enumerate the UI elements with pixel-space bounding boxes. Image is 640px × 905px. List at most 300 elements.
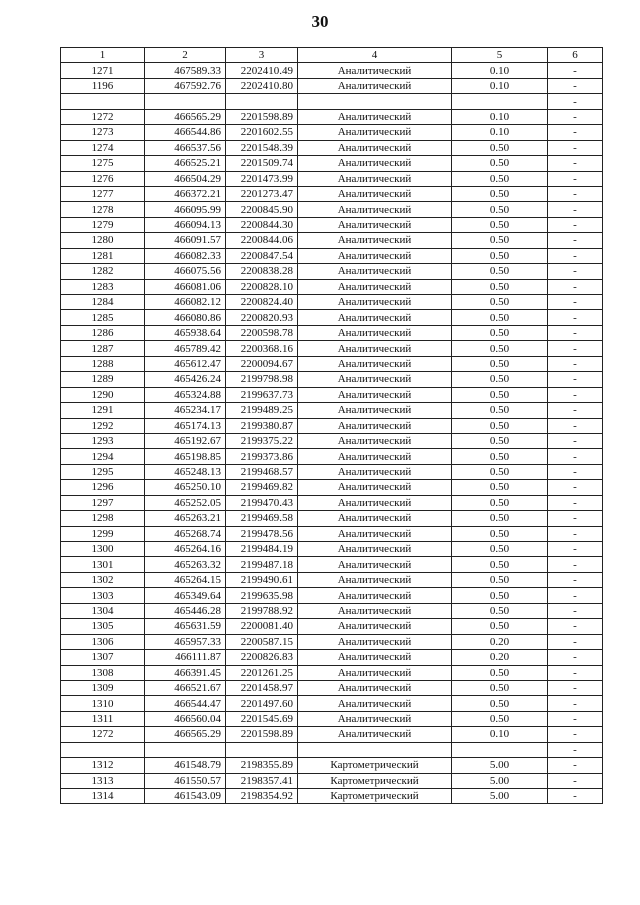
point-number-cell: 1293	[61, 433, 145, 448]
x-coordinate-cell: 466544.47	[145, 696, 226, 711]
accuracy-cell: 0.50	[452, 449, 548, 464]
accuracy-cell: 0.50	[452, 511, 548, 526]
accuracy-cell: 0.10	[452, 727, 548, 742]
accuracy-cell: 0.50	[452, 480, 548, 495]
table-row	[61, 464, 603, 479]
point-number-cell: 1272	[61, 727, 145, 742]
x-coordinate-cell: 461543.09	[145, 789, 226, 804]
y-coordinate-cell: 2201545.69	[226, 711, 298, 726]
note-cell: -	[548, 63, 603, 78]
point-number-cell: 1299	[61, 526, 145, 541]
table-row	[61, 696, 603, 711]
method-cell: Аналитический	[298, 511, 452, 526]
table-row	[61, 433, 603, 448]
note-cell: -	[548, 511, 603, 526]
x-coordinate-cell: 466094.13	[145, 217, 226, 232]
point-number-cell: 1288	[61, 356, 145, 371]
point-number-cell: 1296	[61, 480, 145, 495]
y-coordinate-cell: 2201548.39	[226, 140, 298, 155]
accuracy-cell: 0.50	[452, 264, 548, 279]
page-number: 30	[311, 12, 329, 31]
point-number-cell: 1276	[61, 171, 145, 186]
y-coordinate-cell: 2199484.19	[226, 542, 298, 557]
y-coordinate-cell: 2200820.93	[226, 310, 298, 325]
point-number-cell: 1303	[61, 588, 145, 603]
accuracy-cell: 0.10	[452, 63, 548, 78]
x-coordinate-cell: 465324.88	[145, 387, 226, 402]
method-cell: Аналитический	[298, 727, 452, 742]
coordinates-table	[60, 47, 603, 804]
table-row	[61, 94, 603, 109]
table-row	[61, 418, 603, 433]
note-cell: -	[548, 526, 603, 541]
method-cell: Аналитический	[298, 464, 452, 479]
method-cell: Аналитический	[298, 387, 452, 402]
note-cell: -	[548, 78, 603, 93]
note-cell: -	[548, 202, 603, 217]
y-coordinate-cell: 2199373.86	[226, 449, 298, 464]
x-coordinate-cell: 465252.05	[145, 495, 226, 510]
x-coordinate-cell: 466075.56	[145, 264, 226, 279]
table-row	[61, 202, 603, 217]
method-cell: Аналитический	[298, 125, 452, 140]
accuracy-cell: 0.50	[452, 233, 548, 248]
table-row	[61, 758, 603, 773]
y-coordinate-cell: 2201598.89	[226, 727, 298, 742]
method-cell: Аналитический	[298, 495, 452, 510]
method-cell: Аналитический	[298, 63, 452, 78]
point-number-cell: 1287	[61, 341, 145, 356]
note-cell: -	[548, 264, 603, 279]
table-row	[61, 156, 603, 171]
y-coordinate-cell: 2201497.60	[226, 696, 298, 711]
table-row	[61, 588, 603, 603]
method-cell: Аналитический	[298, 557, 452, 572]
note-cell: -	[548, 680, 603, 695]
method-cell: Аналитический	[298, 279, 452, 294]
note-cell: -	[548, 156, 603, 171]
table-row	[61, 295, 603, 310]
y-coordinate-cell: 2202410.49	[226, 63, 298, 78]
x-coordinate-cell: 467592.76	[145, 78, 226, 93]
table-row	[61, 310, 603, 325]
method-cell: Аналитический	[298, 202, 452, 217]
accuracy-cell: 0.50	[452, 403, 548, 418]
x-coordinate-cell: 465612.47	[145, 356, 226, 371]
y-coordinate-cell	[226, 742, 298, 757]
x-coordinate-cell: 465192.67	[145, 433, 226, 448]
table-row	[61, 526, 603, 541]
note-cell: -	[548, 186, 603, 201]
y-coordinate-cell: 2201473.99	[226, 171, 298, 186]
table-row	[61, 634, 603, 649]
table-row	[61, 511, 603, 526]
note-cell: -	[548, 758, 603, 773]
note-cell: -	[548, 711, 603, 726]
point-number-cell: 1308	[61, 665, 145, 680]
point-number-cell: 1280	[61, 233, 145, 248]
accuracy-cell: 0.50	[452, 433, 548, 448]
x-coordinate-cell: 461550.57	[145, 773, 226, 788]
x-coordinate-cell: 466082.12	[145, 295, 226, 310]
method-cell: Аналитический	[298, 78, 452, 93]
table-row	[61, 603, 603, 618]
method-cell: Аналитический	[298, 619, 452, 634]
accuracy-cell: 0.50	[452, 156, 548, 171]
note-cell: -	[548, 140, 603, 155]
method-cell: Аналитический	[298, 588, 452, 603]
x-coordinate-cell: 465446.28	[145, 603, 226, 618]
x-coordinate-cell: 465264.16	[145, 542, 226, 557]
note-cell: -	[548, 588, 603, 603]
table-row	[61, 325, 603, 340]
accuracy-cell: 0.10	[452, 125, 548, 140]
x-coordinate-cell: 466391.45	[145, 665, 226, 680]
method-cell: Аналитический	[298, 140, 452, 155]
note-cell: -	[548, 557, 603, 572]
y-coordinate-cell: 2199380.87	[226, 418, 298, 433]
table-row	[61, 171, 603, 186]
table-row	[61, 480, 603, 495]
accuracy-cell: 0.20	[452, 634, 548, 649]
point-number-cell: 1295	[61, 464, 145, 479]
accuracy-cell: 0.50	[452, 603, 548, 618]
y-coordinate-cell: 2201458.97	[226, 680, 298, 695]
method-cell: Аналитический	[298, 680, 452, 695]
note-cell: -	[548, 248, 603, 263]
point-number-cell: 1307	[61, 650, 145, 665]
y-coordinate-cell: 2198355.89	[226, 758, 298, 773]
point-number-cell: 1282	[61, 264, 145, 279]
x-coordinate-cell	[145, 94, 226, 109]
accuracy-cell: 0.50	[452, 186, 548, 201]
note-cell: -	[548, 480, 603, 495]
point-number-cell: 1273	[61, 125, 145, 140]
accuracy-cell: 0.50	[452, 217, 548, 232]
table-row	[61, 727, 603, 742]
point-number-cell: 1302	[61, 572, 145, 587]
x-coordinate-cell: 465349.64	[145, 588, 226, 603]
method-cell	[298, 94, 452, 109]
point-number-cell: 1292	[61, 418, 145, 433]
table-row	[61, 109, 603, 124]
table-row	[61, 542, 603, 557]
note-cell: -	[548, 356, 603, 371]
y-coordinate-cell: 2200368.16	[226, 341, 298, 356]
note-cell: -	[548, 773, 603, 788]
x-coordinate-cell: 465264.15	[145, 572, 226, 587]
table-row	[61, 372, 603, 387]
method-cell: Картометрический	[298, 773, 452, 788]
x-coordinate-cell: 466082.33	[145, 248, 226, 263]
x-coordinate-cell: 466080.86	[145, 310, 226, 325]
accuracy-cell: 0.50	[452, 325, 548, 340]
y-coordinate-cell: 2199487.18	[226, 557, 298, 572]
table-row	[61, 233, 603, 248]
accuracy-cell: 0.50	[452, 418, 548, 433]
accuracy-cell: 0.50	[452, 140, 548, 155]
point-number-cell: 1294	[61, 449, 145, 464]
y-coordinate-cell: 2199375.22	[226, 433, 298, 448]
table-row	[61, 125, 603, 140]
accuracy-cell: 5.00	[452, 758, 548, 773]
accuracy-cell: 0.20	[452, 650, 548, 665]
method-cell: Аналитический	[298, 634, 452, 649]
note-cell: -	[548, 325, 603, 340]
y-coordinate-cell: 2201602.55	[226, 125, 298, 140]
x-coordinate-cell: 466372.21	[145, 186, 226, 201]
x-coordinate-cell: 465263.32	[145, 557, 226, 572]
y-coordinate-cell: 2200838.28	[226, 264, 298, 279]
x-coordinate-cell: 466504.29	[145, 171, 226, 186]
method-cell: Аналитический	[298, 171, 452, 186]
note-cell: -	[548, 233, 603, 248]
note-cell: -	[548, 217, 603, 232]
note-cell: -	[548, 433, 603, 448]
accuracy-cell: 0.10	[452, 109, 548, 124]
table-row	[61, 619, 603, 634]
accuracy-cell: 0.50	[452, 557, 548, 572]
y-coordinate-cell: 2200844.06	[226, 233, 298, 248]
point-number-cell: 1285	[61, 310, 145, 325]
x-coordinate-cell: 465957.33	[145, 634, 226, 649]
note-cell: -	[548, 387, 603, 402]
point-number-cell: 1300	[61, 542, 145, 557]
x-coordinate-cell: 466081.06	[145, 279, 226, 294]
y-coordinate-cell: 2198357.41	[226, 773, 298, 788]
method-cell: Аналитический	[298, 356, 452, 371]
y-coordinate-cell: 2199490.61	[226, 572, 298, 587]
point-number-cell: 1290	[61, 387, 145, 402]
method-cell: Картометрический	[298, 758, 452, 773]
note-cell: -	[548, 665, 603, 680]
accuracy-cell: 0.50	[452, 526, 548, 541]
method-cell: Аналитический	[298, 572, 452, 587]
y-coordinate-cell: 2199635.98	[226, 588, 298, 603]
note-cell: -	[548, 542, 603, 557]
method-cell: Аналитический	[298, 711, 452, 726]
accuracy-cell: 0.50	[452, 171, 548, 186]
accuracy-cell: 0.50	[452, 495, 548, 510]
point-number-cell: 1283	[61, 279, 145, 294]
point-number-cell: 1284	[61, 295, 145, 310]
method-cell: Аналитический	[298, 526, 452, 541]
column-header: 1	[61, 48, 145, 63]
note-cell: -	[548, 727, 603, 742]
accuracy-cell: 0.50	[452, 464, 548, 479]
table-row	[61, 449, 603, 464]
method-cell: Аналитический	[298, 449, 452, 464]
accuracy-cell: 0.50	[452, 542, 548, 557]
accuracy-cell: 0.50	[452, 680, 548, 695]
column-header: 5	[452, 48, 548, 63]
method-cell: Аналитический	[298, 665, 452, 680]
y-coordinate-cell: 2199637.73	[226, 387, 298, 402]
point-number-cell: 1289	[61, 372, 145, 387]
accuracy-cell: 5.00	[452, 773, 548, 788]
method-cell: Аналитический	[298, 542, 452, 557]
x-coordinate-cell: 465789.42	[145, 341, 226, 356]
y-coordinate-cell: 2201261.25	[226, 665, 298, 680]
x-coordinate-cell: 465250.10	[145, 480, 226, 495]
point-number-cell: 1305	[61, 619, 145, 634]
note-cell: -	[548, 464, 603, 479]
table-header-row	[61, 48, 603, 63]
point-number-cell: 1311	[61, 711, 145, 726]
table-row	[61, 403, 603, 418]
y-coordinate-cell: 2198354.92	[226, 789, 298, 804]
x-coordinate-cell: 465234.17	[145, 403, 226, 418]
method-cell: Аналитический	[298, 372, 452, 387]
point-number-cell: 1281	[61, 248, 145, 263]
y-coordinate-cell: 2199788.92	[226, 603, 298, 618]
note-cell: -	[548, 619, 603, 634]
point-number-cell: 1314	[61, 789, 145, 804]
note-cell: -	[548, 789, 603, 804]
table-row	[61, 773, 603, 788]
x-coordinate-cell: 461548.79	[145, 758, 226, 773]
accuracy-cell: 0.50	[452, 248, 548, 263]
x-coordinate-cell: 466544.86	[145, 125, 226, 140]
method-cell: Аналитический	[298, 603, 452, 618]
x-coordinate-cell: 465938.64	[145, 325, 226, 340]
note-cell: -	[548, 495, 603, 510]
note-cell: -	[548, 449, 603, 464]
x-coordinate-cell: 465174.13	[145, 418, 226, 433]
accuracy-cell: 0.50	[452, 665, 548, 680]
point-number-cell: 1196	[61, 78, 145, 93]
table-row	[61, 711, 603, 726]
note-cell: -	[548, 310, 603, 325]
point-number-cell: 1297	[61, 495, 145, 510]
column-header: 4	[298, 48, 452, 63]
accuracy-cell: 0.50	[452, 295, 548, 310]
note-cell: -	[548, 742, 603, 757]
table-row	[61, 665, 603, 680]
y-coordinate-cell	[226, 94, 298, 109]
accuracy-cell	[452, 94, 548, 109]
x-coordinate-cell: 466537.56	[145, 140, 226, 155]
method-cell: Аналитический	[298, 433, 452, 448]
y-coordinate-cell: 2200824.40	[226, 295, 298, 310]
accuracy-cell: 0.50	[452, 341, 548, 356]
accuracy-cell	[452, 742, 548, 757]
accuracy-cell: 5.00	[452, 789, 548, 804]
note-cell: -	[548, 125, 603, 140]
y-coordinate-cell: 2200847.54	[226, 248, 298, 263]
x-coordinate-cell: 466111.87	[145, 650, 226, 665]
accuracy-cell: 0.50	[452, 356, 548, 371]
point-number-cell: 1304	[61, 603, 145, 618]
y-coordinate-cell: 2202410.80	[226, 78, 298, 93]
accuracy-cell: 0.50	[452, 711, 548, 726]
method-cell: Аналитический	[298, 310, 452, 325]
table-row	[61, 557, 603, 572]
y-coordinate-cell: 2200828.10	[226, 279, 298, 294]
method-cell: Аналитический	[298, 156, 452, 171]
y-coordinate-cell: 2199468.57	[226, 464, 298, 479]
y-coordinate-cell: 2199469.58	[226, 511, 298, 526]
table-row	[61, 789, 603, 804]
method-cell	[298, 742, 452, 757]
x-coordinate-cell: 465198.85	[145, 449, 226, 464]
accuracy-cell: 0.50	[452, 372, 548, 387]
point-number-cell: 1272	[61, 109, 145, 124]
x-coordinate-cell	[145, 742, 226, 757]
y-coordinate-cell: 2200081.40	[226, 619, 298, 634]
table-row	[61, 140, 603, 155]
y-coordinate-cell: 2200598.78	[226, 325, 298, 340]
table-row	[61, 248, 603, 263]
method-cell: Аналитический	[298, 217, 452, 232]
table-row	[61, 387, 603, 402]
y-coordinate-cell: 2200587.15	[226, 634, 298, 649]
table-row	[61, 341, 603, 356]
point-number-cell: 1313	[61, 773, 145, 788]
point-number-cell: 1309	[61, 680, 145, 695]
method-cell: Аналитический	[298, 248, 452, 263]
x-coordinate-cell: 466565.29	[145, 109, 226, 124]
x-coordinate-cell: 465263.21	[145, 511, 226, 526]
table-row	[61, 78, 603, 93]
accuracy-cell: 0.50	[452, 696, 548, 711]
note-cell: -	[548, 279, 603, 294]
accuracy-cell: 0.50	[452, 310, 548, 325]
y-coordinate-cell: 2200845.90	[226, 202, 298, 217]
note-cell: -	[548, 650, 603, 665]
x-coordinate-cell: 466565.29	[145, 727, 226, 742]
point-number-cell	[61, 742, 145, 757]
method-cell: Картометрический	[298, 789, 452, 804]
method-cell: Аналитический	[298, 325, 452, 340]
note-cell: -	[548, 403, 603, 418]
y-coordinate-cell: 2200094.67	[226, 356, 298, 371]
method-cell: Аналитический	[298, 186, 452, 201]
table-row	[61, 680, 603, 695]
x-coordinate-cell: 466521.67	[145, 680, 226, 695]
method-cell: Аналитический	[298, 480, 452, 495]
note-cell: -	[548, 572, 603, 587]
x-coordinate-cell: 465248.13	[145, 464, 226, 479]
method-cell: Аналитический	[298, 295, 452, 310]
point-number-cell	[61, 94, 145, 109]
point-number-cell: 1298	[61, 511, 145, 526]
method-cell: Аналитический	[298, 418, 452, 433]
point-number-cell: 1277	[61, 186, 145, 201]
method-cell: Аналитический	[298, 650, 452, 665]
method-cell: Аналитический	[298, 403, 452, 418]
point-number-cell: 1271	[61, 63, 145, 78]
y-coordinate-cell: 2199798.98	[226, 372, 298, 387]
y-coordinate-cell: 2199478.56	[226, 526, 298, 541]
point-number-cell: 1278	[61, 202, 145, 217]
note-cell: -	[548, 372, 603, 387]
note-cell: -	[548, 171, 603, 186]
x-coordinate-cell: 465631.59	[145, 619, 226, 634]
table-row	[61, 650, 603, 665]
y-coordinate-cell: 2200844.30	[226, 217, 298, 232]
note-cell: -	[548, 341, 603, 356]
table-row	[61, 495, 603, 510]
table-row	[61, 217, 603, 232]
note-cell: -	[548, 295, 603, 310]
x-coordinate-cell: 465426.24	[145, 372, 226, 387]
note-cell: -	[548, 603, 603, 618]
column-header: 3	[226, 48, 298, 63]
table-row	[61, 742, 603, 757]
method-cell: Аналитический	[298, 341, 452, 356]
y-coordinate-cell: 2201598.89	[226, 109, 298, 124]
